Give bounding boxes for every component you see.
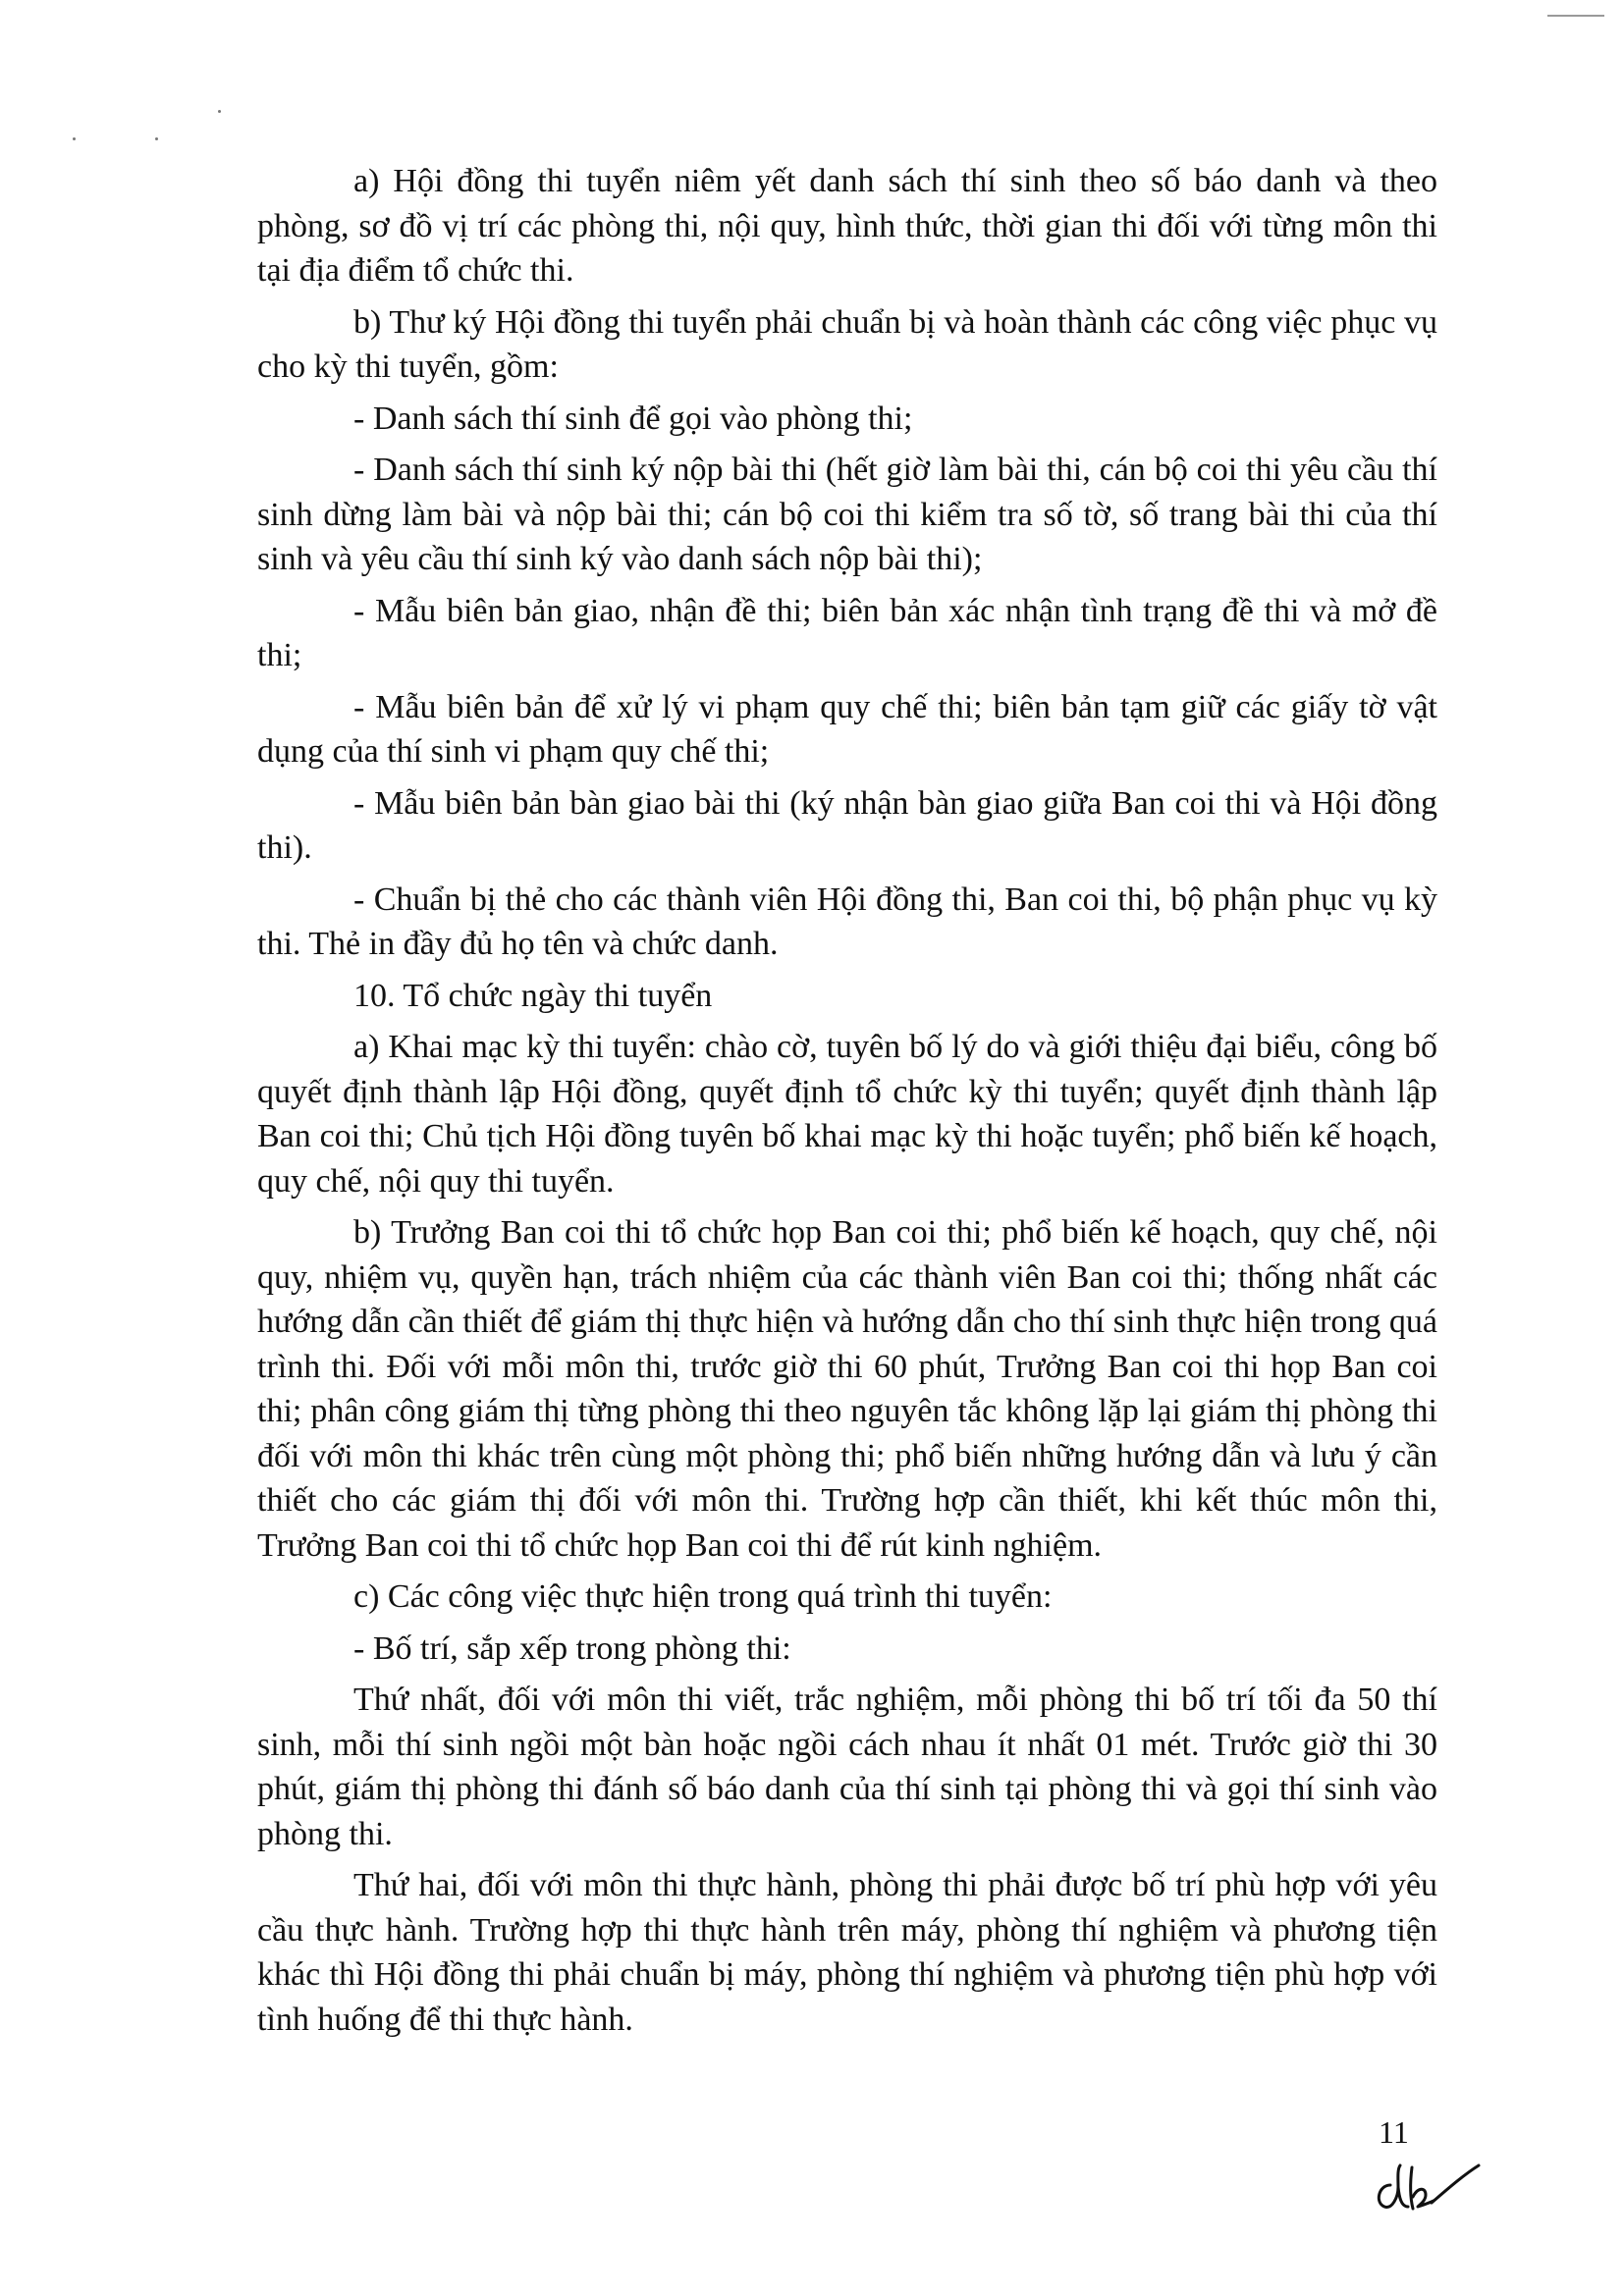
list-item-candidate-list: - Danh sách thí sinh để gọi vào phòng thi; (353, 400, 913, 437)
scan-speck (73, 137, 76, 140)
list-item-violation-form: - Mẫu biên bản để xử lý vi phạm quy chế thi; biên bản tạm giữ các giấy tờ vật dụng của thí sinh vi phạm quy chế thi; (257, 688, 1437, 770)
section-heading-10: 10. Tổ chức ngày thi tuyển (353, 977, 713, 1014)
paragraph-first-written: Thứ nhất, đối với môn thi viết, trắc nghiệm, mỗi phòng thi bố trí tối đa 50 thí sinh, mỗi thí sinh ngồi một bàn hoặc ngồi cách nhau ít nhất 01 mét. Trước giờ thi 30 phút, giám thị phòng thi đánh số báo danh của thí sinh tại phòng thi và gọi thí sinh vào phòng thi. (257, 1682, 1437, 1852)
list-item-room-arrangement: - Bố trí, sắp xếp trong phòng thi: (353, 1629, 791, 1667)
handwritten-initials-icon (1369, 2158, 1487, 2226)
document-body (257, 159, 1437, 2049)
page-number: 11 (1379, 2114, 1409, 2150)
paragraph-10a: a) Khai mạc kỳ thi tuyển: chào cờ, tuyên bố lý do và giới thiệu đại biểu, công bố quyết định thành lập Hội đồng, quyết định tổ chức kỳ thi tuyển; quyết định thành lập Ban coi thi; Chủ tịch Hội đồng tuyên bố khai mạc kỳ thi hoặc tuyển; phổ biến kế hoạch, quy chế, nội quy thi tuyển. (257, 1029, 1437, 1200)
scan-speck (218, 110, 221, 113)
top-edge-rule (1547, 15, 1604, 17)
list-item-paper-handover-form: - Mẫu biên bản bàn giao bài thi (ký nhận bàn giao giữa Ban coi thi và Hội đồng thi). (257, 784, 1437, 866)
scan-speck (155, 137, 158, 140)
paragraph-10b: b) Trưởng Ban coi thi tổ chức họp Ban coi thi; phổ biến kế hoạch, quy chế, nội quy, nhiệm vụ, quyền hạn, trách nhiệm của các thành viên Ban coi thi; thống nhất các hướng dẫn cần thiết để giám thị thực hiện và hướng dẫn cho thí sinh thực hiện trong quá trình thi. Đối với mỗi môn thi, trước giờ thi 60 phút, Trưởng Ban coi thi họp Ban coi thi; phân công giám thị từng phòng thi theo nguyên tắc không lặp lại giám thị phòng thi đối với môn thi khác trên cùng một phòng thi; phổ biến những hướng dẫn và lưu ý cần thiết cho các giám thị đối với môn thi. Trường hợp cần thiết, khi kết thúc môn thi, Trưởng Ban coi thi tổ chức họp Ban coi thi để rút kinh nghiệm. (257, 1214, 1437, 1564)
paragraph-10c: c) Các công việc thực hiện trong quá trình thi tuyển: (353, 1578, 1053, 1615)
list-item-exam-handover-form: - Mẫu biên bản giao, nhận đề thi; biên bản xác nhận tình trạng đề thi và mở đề thi; (257, 592, 1437, 673)
paragraph-9b: b) Thư ký Hội đồng thi tuyển phải chuẩn bị và hoàn thành các công việc phục vụ cho kỳ thi tuyển, gồm: (257, 303, 1437, 385)
paragraph-second-practical: Thứ hai, đối với môn thi thực hành, phòng thi phải được bố trí phù hợp với yêu cầu thực hành. Trường hợp thi thực hành trên máy, phòng thí nghiệm và phương tiện khác thì Hội đồng thi phải chuẩn bị máy, phòng thí nghiệm và phương tiện phù hợp với tình huống để thi thực hành. (257, 1867, 1437, 2038)
list-item-badges: - Chuẩn bị thẻ cho các thành viên Hội đồng thi, Ban coi thi, bộ phận phục vụ kỳ thi. Thẻ in đầy đủ họ tên và chức danh. (257, 881, 1437, 962)
paragraph-9a: a) Hội đồng thi tuyển niêm yết danh sách thí sinh theo số báo danh và theo phòng, sơ đồ vị trí các phòng thi, nội quy, hình thức, thời gian thi đối với từng môn thi tại địa điểm tổ chức thi. (257, 163, 1437, 289)
list-item-submission-list: - Danh sách thí sinh ký nộp bài thi (hết giờ làm bài thi, cán bộ coi thi yêu cầu thí sinh dừng làm bài và nộp bài thi; cán bộ coi thi kiểm tra số tờ, số trang bài thi của thí sinh và yêu cầu thí sinh ký vào danh sách nộp bài thi); (257, 452, 1437, 577)
